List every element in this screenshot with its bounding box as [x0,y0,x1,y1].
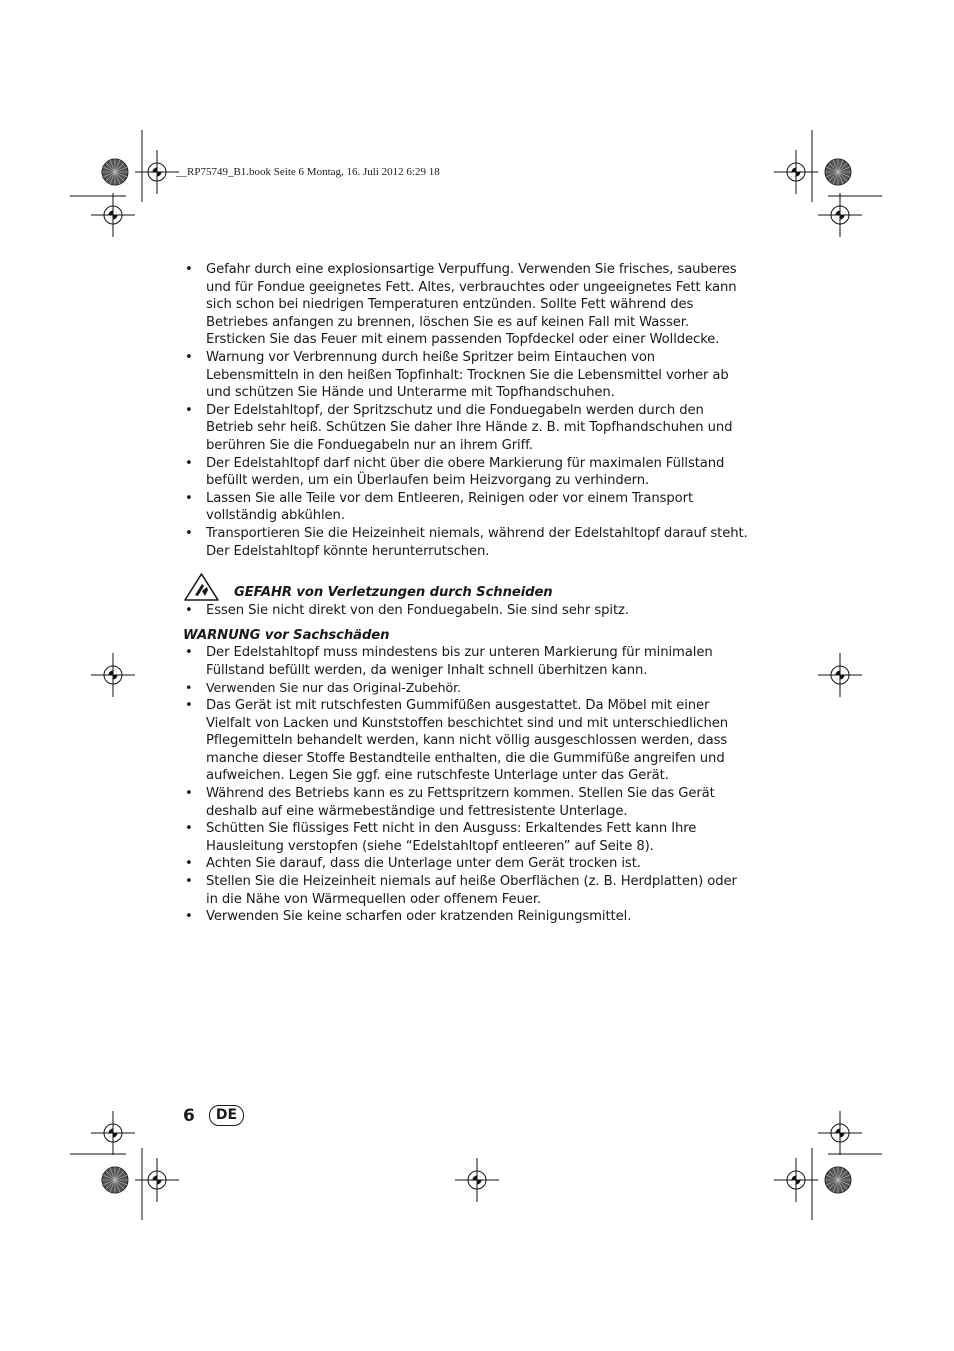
list-item: • Verwenden Sie nur das Original-Zubehör. [183,679,748,697]
document-body [183,261,748,926]
danger-heading: GEFAHR von Verletzungen durch Schneiden [234,584,553,600]
list-item: • Verwenden Sie keine scharfen oder kratzenden Reinigungsmittel. [183,908,748,926]
list-item: • Der Edelstahltopf, der Spritzschutz und die Fonduegabeln werden durch den Betrieb sehr heiß. Schützen Sie daher Ihre Hände z. B. mit Topfhandschuhen und berühren Sie die Fonduegabeln nur an ihrem Griff. [183,402,748,455]
list-item: • Der Edelstahltopf darf nicht über die obere Markierung für maximalen Füllstand befüllt werden, um ein Überlaufen beim Heizvorgang zu verhindern. [183,455,748,490]
language-badge: DE [209,1105,244,1126]
registration-mark-icon [774,1158,818,1202]
warning-list [183,644,748,926]
page-footer [183,1105,244,1126]
page-number: 6 [183,1105,195,1126]
color-registration-wheel-icon [102,159,128,185]
danger-list [183,602,748,620]
registration-mark-icon [818,1111,862,1155]
danger-heading-row [183,572,748,602]
list-item: • Gefahr durch eine explosionsartige Verpuffung. Verwenden Sie frisches, sauberes und für Fondue geeignetes Fett. Altes, verbrauchtes oder ungeeignetes Fett kann sich schon bei niedrigen Temperaturen entzünden. Sollte Fett während des Betriebes anfangen zu brennen, löschen Sie es auf keinen Fall mit Wasser. Ersticken Sie das Feuer mit einem passenden Topfdeckel oder einer Wolldecke. [183,261,748,349]
color-registration-wheel-icon [825,1167,851,1193]
registration-mark-icon [91,653,135,697]
registration-mark-icon [455,1158,499,1202]
safety-list [183,261,748,560]
list-item: • Essen Sie nicht direkt von den Fonduegabeln. Sie sind sehr spitz. [183,602,748,620]
list-item: • Das Gerät ist mit rutschfesten Gummifüßen ausgestattet. Da Möbel mit einer Vielfalt von Lacken und Kunststoffen beschichtet sind und mit unterschiedlichen Pflegemitteln behandelt werden, kann nicht völlig ausgeschlossen werden, dass manche dieser Stoffe Bestandteile enthalten, die die Gummifüße angreifen und aufweichen. Legen Sie ggf. eine rutschfeste Unterlage unter das Gerät. [183,697,748,785]
list-item: • Der Edelstahltopf muss mindestens bis zur unteren Markierung für minimalen Füllstand befüllt werden, da weniger Inhalt schnell überhitzen kann. [183,644,748,679]
cut-hazard-warning-icon [183,572,220,602]
list-item: • Stellen Sie die Heizeinheit niemals auf heiße Oberflächen (z. B. Herdplatten) oder in die Nähe von Wärmequellen oder offenem Feuer. [183,873,748,908]
color-registration-wheel-icon [825,159,851,185]
list-item: • Schütten Sie flüssiges Fett nicht in den Ausguss: Erkaltendes Fett kann Ihre Hausleitung verstopfen (siehe “Edelstahltopf entleeren” auf Seite 8). [183,820,748,855]
registration-mark-icon [91,193,135,237]
registration-mark-icon [818,193,862,237]
print-file-info: __RP75749_B1.book Seite 6 Montag, 16. Juli 2012 6:29 18 [176,166,440,178]
list-item: • Transportieren Sie die Heizeinheit niemals, während der Edelstahltopf darauf steht. Der Edelstahltopf könnte herunterrutschen. [183,525,748,560]
warning-heading: WARNUNG vor Sachschäden [183,627,390,643]
list-item: • Warnung vor Verbrennung durch heiße Spritzer beim Eintauchen von Lebensmitteln in den heißen Topfinhalt: Trocknen Sie die Lebensmittel vorher ab und schützen Sie Hände und Unterarme mit Topfhandschuhen. [183,349,748,402]
registration-mark-icon [774,150,818,194]
registration-mark-icon [818,653,862,697]
list-item: • Während des Betriebs kann es zu Fettspritzern kommen. Stellen Sie das Gerät deshalb auf eine wärmebeständige und fettresistente Unterlage. [183,785,748,820]
registration-mark-icon [91,1111,135,1155]
color-registration-wheel-icon [102,1167,128,1193]
list-item: • Achten Sie darauf, dass die Unterlage unter dem Gerät trocken ist. [183,855,748,873]
list-item: • Lassen Sie alle Teile vor dem Entleeren, Reinigen oder vor einem Transport vollständig abkühlen. [183,490,748,525]
